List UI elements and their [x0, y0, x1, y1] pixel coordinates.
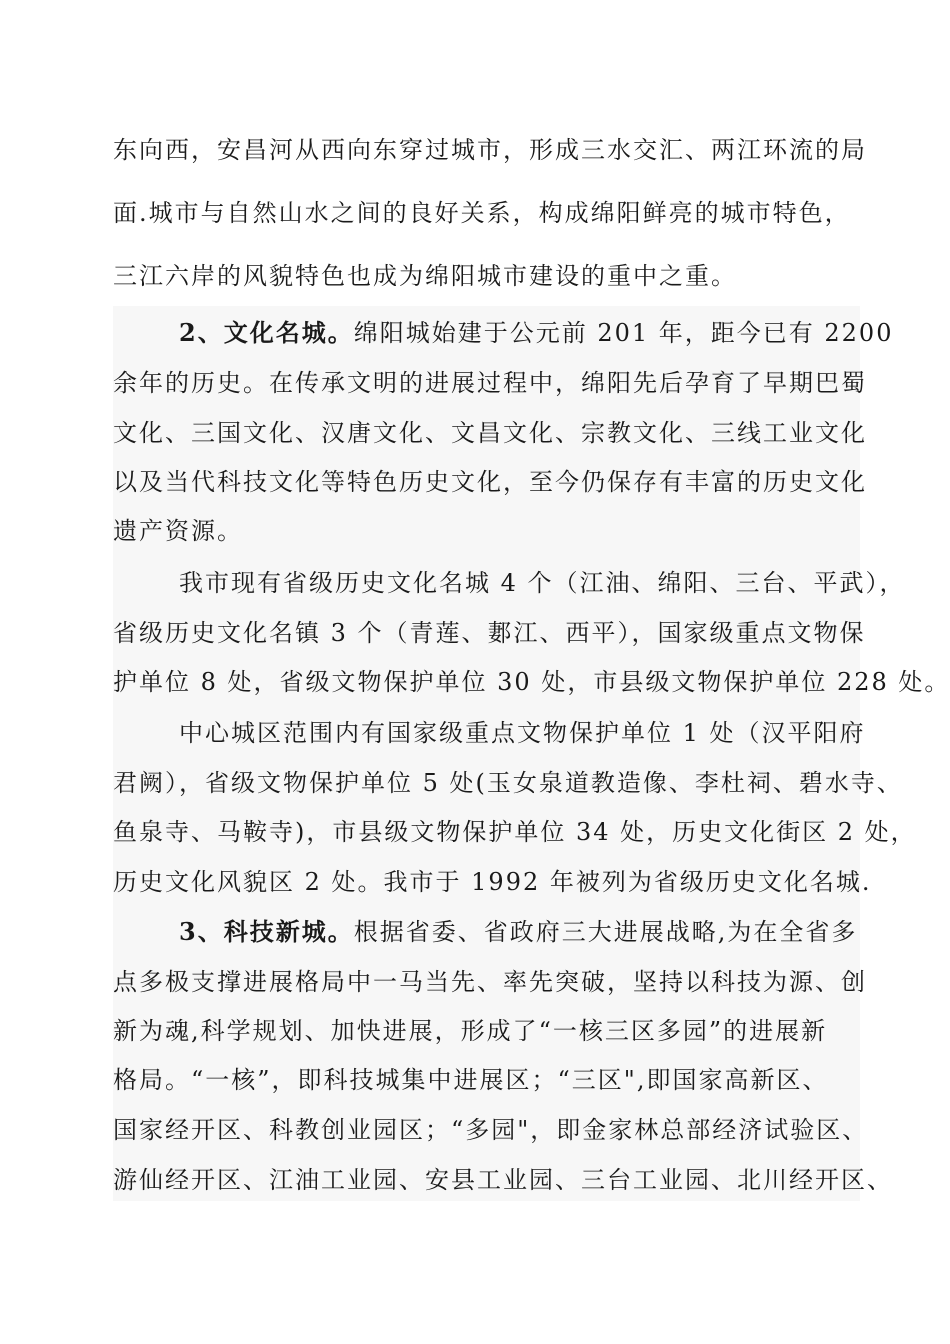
intro-line: 面.城市与自然山水之间的良好关系，构成绵阳鲜亮的城市特色，	[113, 199, 851, 227]
intro-line: 东向西，安昌河从西向东穿过城市，形成三水交汇、两江环流的局	[113, 136, 867, 164]
center-city-line: 鱼泉寺、马鞍寺)，市县级文物保护单位 34 处，历史文化街区 2 处，	[113, 818, 917, 846]
section-3-first-line-text: 根据省委、省政府三大进展战略,为在全省多	[353, 918, 858, 946]
section-2-line: 文化、三国文化、汉唐文化、文昌文化、宗教文化、三线工业文化	[113, 419, 867, 447]
heritage-line: 省级历史文化名镇 3 个（青莲、郪江、西平），国家级重点文物保	[113, 619, 866, 647]
center-city-first-line: 中心城区范围内有国家级重点文物保护单位 1 处（汉平阳府	[179, 719, 866, 747]
section-3-line: 国家经开区、科教创业园区；“多园"，即金家林总部经济试验区、	[113, 1116, 869, 1144]
section-3-first-line	[179, 915, 939, 949]
section-2-first-line	[179, 316, 939, 350]
section-3-line: 新为魂,科学规划、加快进展，形成了“一核三区多园”的进展新	[113, 1017, 828, 1045]
section-3-line: 游仙经开区、江油工业园、安县工业园、三台工业园、北川经开区、	[113, 1166, 893, 1194]
center-city-line: 君阙），省级文物保护单位 5 处(玉女泉道教造像、李杜祠、碧水寺、	[113, 769, 903, 797]
section-2-line: 遗产资源。	[113, 517, 243, 545]
section-2-heading: 2、文化名城。	[179, 318, 354, 347]
heritage-first-line: 我市现有省级历史文化名城 4 个（江油、绵阳、三台、平武），	[179, 569, 906, 597]
section-3-line: 点多极支撑进展格局中一马当先、率先突破，坚持以科技为源、创	[113, 968, 867, 996]
heritage-line: 护单位 8 处，省级文物保护单位 30 处，市县级文物保护单位 228 处。	[113, 668, 950, 696]
section-2-first-line-text: 绵阳城始建于公元前 201 年，距今已有 2200	[353, 319, 894, 347]
section-3-heading: 3、科技新城。	[179, 917, 354, 946]
intro-line: 三江六岸的风貌特色也成为绵阳城市建设的重中之重。	[113, 262, 737, 290]
section-3-line: 格局。“一核”，即科技城集中进展区；“三区",即国家高新区、	[113, 1066, 829, 1094]
section-2-line: 以及当代科技文化等特色历史文化，至今仍保存有丰富的历史文化	[113, 468, 867, 496]
center-city-line: 历史文化风貌区 2 处。我市于 1992 年被列为省级历史文化名城.	[113, 868, 872, 896]
section-2-line: 余年的历史。在传承文明的进展过程中，绵阳先后孕育了早期巴蜀	[113, 369, 867, 397]
